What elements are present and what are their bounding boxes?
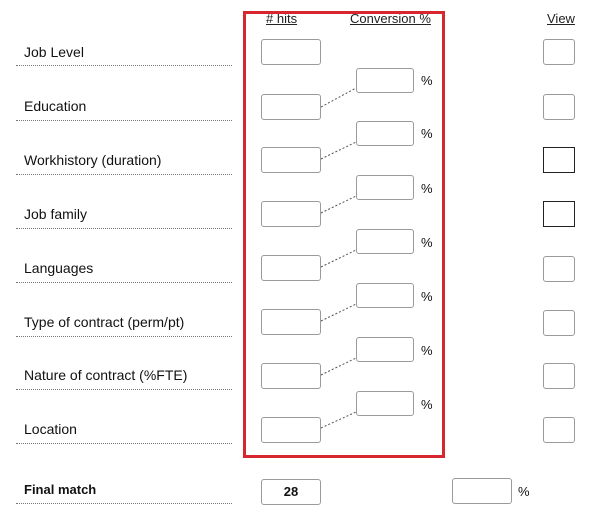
criteria-label-job-family: Job family	[24, 206, 88, 222]
final-match-conversion-field[interactable]	[452, 478, 512, 504]
view-checkbox-workhistory[interactable]	[543, 147, 575, 173]
highlight-frame	[243, 11, 445, 458]
criteria-label-workhistory: Workhistory (duration)	[24, 152, 162, 168]
row-divider	[16, 503, 232, 504]
view-checkbox-job-family[interactable]	[543, 201, 575, 227]
percent-sign: %	[421, 289, 433, 304]
view-checkbox-location[interactable]	[543, 417, 575, 443]
percent-sign: %	[421, 343, 433, 358]
hits-column-header: # hits	[266, 11, 298, 26]
view-checkbox-languages[interactable]	[543, 256, 575, 282]
percent-sign: %	[421, 235, 433, 250]
percent-sign: %	[421, 181, 433, 196]
percent-sign: %	[421, 397, 433, 412]
view-checkbox-job-level[interactable]	[543, 39, 575, 65]
percent-sign: %	[421, 73, 433, 88]
percent-sign: %	[421, 126, 433, 141]
criteria-label-contract-type: Type of contract (perm/pt)	[24, 314, 185, 330]
final-match-hits: 28	[261, 479, 321, 505]
criteria-label-education: Education	[24, 98, 87, 114]
criteria-label-job-level: Job Level	[24, 44, 84, 60]
criteria-label-location: Location	[24, 421, 77, 437]
conversion-column-header: Conversion %	[350, 11, 431, 26]
final-percent-sign: %	[518, 484, 530, 499]
final-match-label: Final match	[24, 482, 97, 497]
criteria-label-languages: Languages	[24, 260, 94, 276]
view-checkbox-contract-type[interactable]	[543, 310, 575, 336]
view-column-header: View	[547, 11, 575, 26]
criteria-label-contract-nature: Nature of contract (%FTE)	[24, 367, 188, 383]
view-checkbox-contract-nature[interactable]	[543, 363, 575, 389]
view-checkbox-education[interactable]	[543, 94, 575, 120]
